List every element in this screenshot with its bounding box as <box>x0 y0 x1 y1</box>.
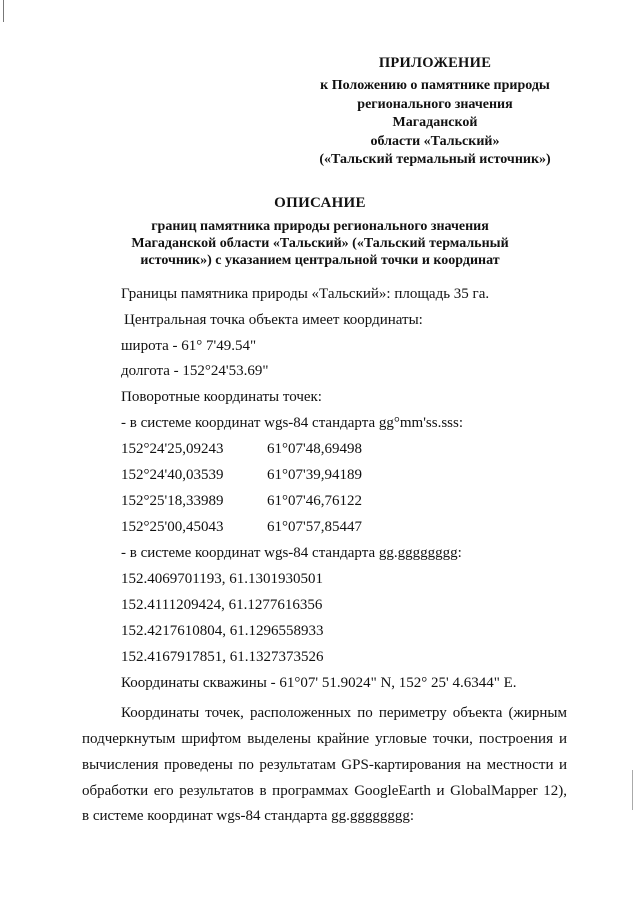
turning-points-text: Поворотные координаты точек: <box>121 389 322 405</box>
decimal-point-row: 152.4069701193, 61.1301930501 <box>121 571 323 587</box>
description-subtitle <box>100 218 540 269</box>
paragraph-line: в системе координат wgs-84 стандарта gg.gggggggg: <box>82 808 415 824</box>
dms-latitude: 61°07'39,94189 <box>267 467 362 483</box>
paragraph-line: Координаты точек, расположенных по периметру объекта (жирным <box>121 705 567 721</box>
longitude-text: долгота - 152°24'53.69" <box>121 363 269 379</box>
dms-point-row <box>121 466 362 484</box>
description-title: ОПИСАНИЕ <box>274 195 366 211</box>
system-decimal-text: - в системе координат wgs-84 стандарта gg.gggggggg: <box>121 545 462 561</box>
dms-longitude: 152°25'18,33989 <box>121 493 224 509</box>
dms-longitude: 152°24'25,09243 <box>121 441 224 457</box>
well-coordinates-text: Координаты скважины - 61°07' 51.9024" N, 152° 25' 4.6344" E. <box>121 675 517 691</box>
dms-point-row <box>121 492 362 510</box>
description-subtitle-line: Магаданской области «Тальский» («Тальский термальный <box>131 236 509 251</box>
paragraph-line: обработки его результатов в программах GoogleEarth и GlobalMapper 12), <box>82 783 567 799</box>
appendix-line: («Тальский термальный источник») <box>319 152 551 167</box>
dms-point-row <box>121 518 362 536</box>
description-subtitle-line: границ памятника природы регионального значения <box>151 219 489 234</box>
appendix-line: регионального значения <box>357 96 513 112</box>
decimal-point-row: 152.4167917851, 61.1327373526 <box>121 649 324 665</box>
dms-latitude: 61°07'48,69498 <box>267 441 362 457</box>
description-subtitle-line: источник») с указанием центральной точки и координат <box>140 253 500 268</box>
dms-longitude: 152°25'00,45043 <box>121 519 224 535</box>
area-text: Границы памятника природы «Тальский»: площадь 35 га. <box>121 286 490 302</box>
scan-edge-mark <box>3 0 4 22</box>
scan-edge-mark <box>632 770 633 810</box>
center-point-text: Центральная точка объекта имеет координаты: <box>124 312 423 328</box>
paragraph-line: подчеркнутым шрифтом выделены крайние угловые точки, построения и <box>82 731 567 747</box>
dms-latitude: 61°07'46,76122 <box>267 493 362 509</box>
dms-longitude: 152°24'40,03539 <box>121 467 224 483</box>
appendix-header <box>290 53 580 170</box>
appendix-title: ПРИЛОЖЕНИЕ <box>378 55 492 71</box>
system-dms-text: - в системе координат wgs-84 стандарта gg°mm'ss.sss: <box>121 415 463 431</box>
appendix-line: к Положению о памятнике природы <box>320 78 550 93</box>
appendix-line: области «Тальский» <box>370 133 500 149</box>
dms-point-row <box>121 440 362 458</box>
dms-latitude: 61°07'57,85447 <box>267 519 362 535</box>
appendix-line: Магаданской <box>392 115 478 130</box>
decimal-point-row: 152.4217610804, 61.1296558933 <box>121 623 324 639</box>
latitude-text: широта - 61° 7'49.54" <box>121 338 257 354</box>
decimal-point-row: 152.4111209424, 61.1277616356 <box>121 597 323 613</box>
paragraph-line: вычисления проведены по результатам GPS-картирования на местности и <box>82 757 567 773</box>
